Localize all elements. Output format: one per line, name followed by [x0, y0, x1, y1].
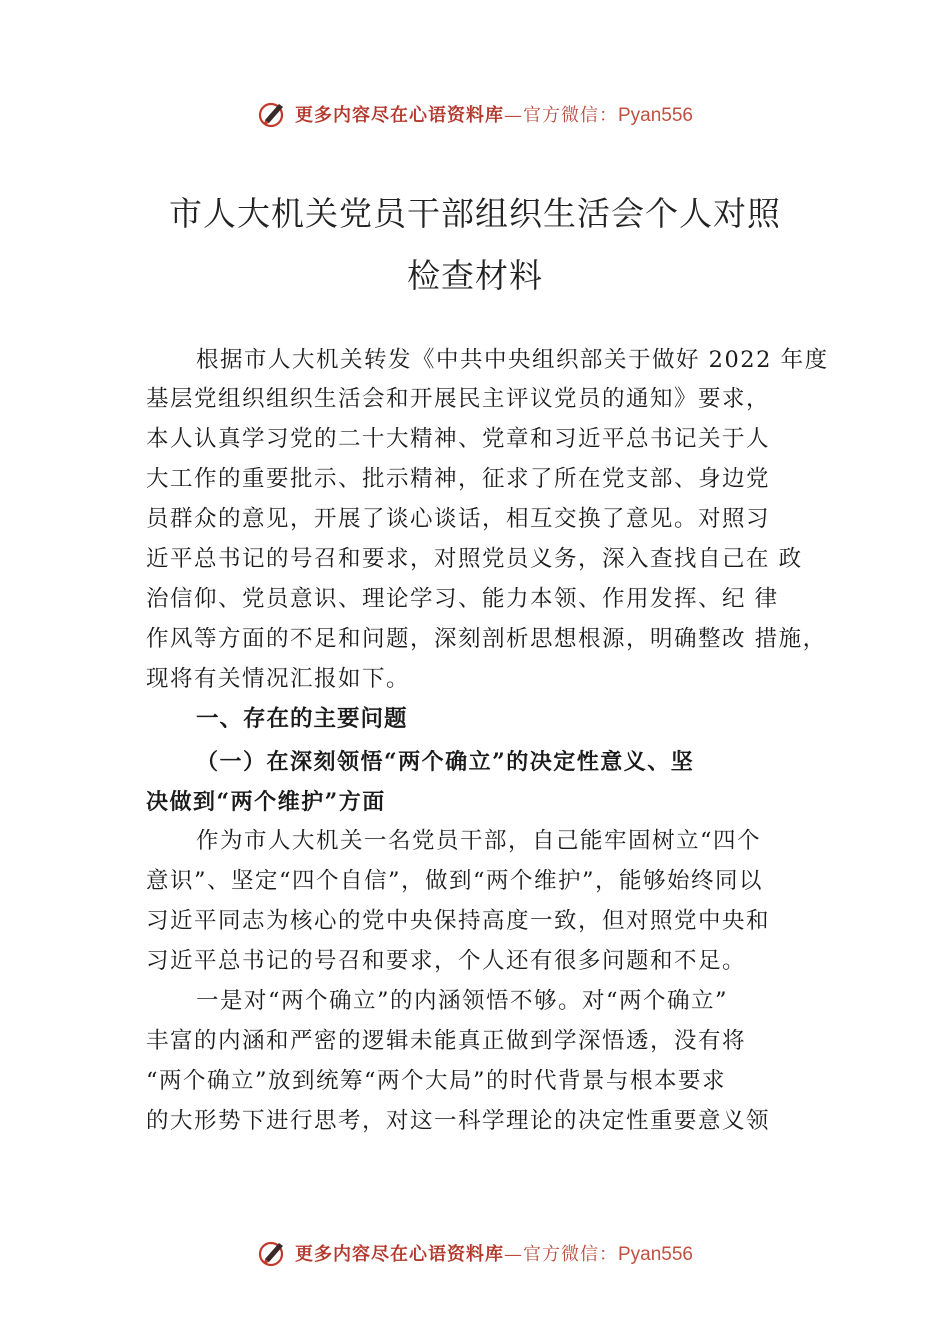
- footer-banner: [0, 1233, 950, 1273]
- intro-line: 员群众的意见，开展了谈心谈话，相互交换了意见。对照习: [146, 506, 771, 532]
- intro-line: 现将有关情况汇报如下。: [146, 666, 411, 692]
- body-line: 习近平总书记的号召和要求，个人还有很多问题和不足。: [146, 948, 747, 974]
- intro-line: 作风等方面的不足和问题，深刻剖析思想根源，明确整改 措施，: [146, 626, 827, 652]
- subsection-heading-line2: 决做到“两个维护”方面: [146, 789, 386, 815]
- section-heading: 一、存在的主要问题: [196, 706, 408, 732]
- pen-logo-icon: [257, 1237, 289, 1269]
- document-title-line2: 检查材料: [407, 256, 543, 295]
- banner-wechat-id: Pyan556: [617, 105, 693, 126]
- pen-logo-icon: [257, 98, 289, 130]
- body-line: 丰富的内涵和严密的逻辑未能真正做到学深悟透，没有将: [146, 1028, 747, 1054]
- intro-line: 大工作的重要批示、批示精神，征求了所在党支部、身边党: [146, 466, 771, 492]
- intro-line: 本人认真学习党的二十大精神、党章和习近平总书记关于人: [146, 426, 771, 452]
- banner-text: [295, 1240, 693, 1266]
- banner-highlight: 更多内容尽在心语资料库: [294, 105, 504, 126]
- banner-separator: —官方微信：: [503, 1244, 618, 1265]
- banner-text: [295, 101, 693, 127]
- header-banner: [0, 94, 950, 134]
- banner-wechat-id: Pyan556: [617, 1244, 693, 1265]
- intro-line: 近平总书记的号召和要求，对照党员义务，深入查找自己在 政: [146, 546, 803, 572]
- document-title-line1: 市人大机关党员干部组织生活会个人对照: [169, 194, 781, 233]
- body-line: 意识”、坚定“四个自信”，做到“两个维护”，能够始终同以: [146, 868, 764, 894]
- body-line: 作为市人大机关一名党员干部，自己能牢固树立“四个: [196, 828, 762, 854]
- subsection-heading-line1: （一）在深刻领悟“两个确立”的决定性意义、坚: [196, 749, 695, 775]
- body-line: 习近平同志为核心的党中央保持高度一致，但对照党中央和: [146, 908, 771, 934]
- intro-line: 基层党组织组织生活会和开展民主评议党员的通知》要求，: [146, 386, 771, 412]
- intro-line: 根据市人大机关转发《中共中央组织部关于做好 2022 年度: [196, 347, 829, 373]
- body-line: “两个确立”放到统筹“两个大局”的时代背景与根本要求: [146, 1068, 727, 1094]
- banner-highlight: 更多内容尽在心语资料库: [294, 1244, 504, 1265]
- banner-separator: —官方微信：: [503, 105, 618, 126]
- body-line: 一是对“两个确立”的内涵领悟不够。对“两个确立”: [196, 988, 729, 1014]
- body-line: 的大形势下进行思考，对这一科学理论的决定性重要意义领: [146, 1108, 771, 1134]
- intro-line: 治信仰、党员意识、理论学习、能力本领、作用发挥、纪 律: [146, 586, 779, 612]
